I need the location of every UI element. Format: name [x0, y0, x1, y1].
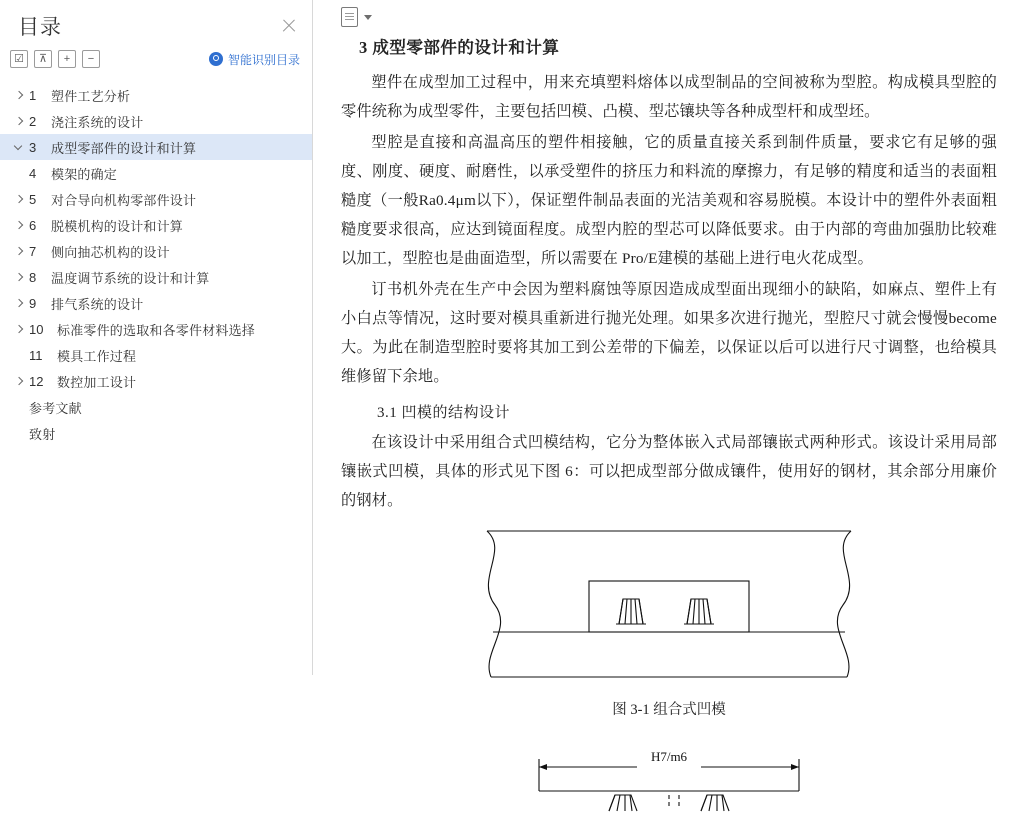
smart-recognize-label: 智能识别目录 — [227, 52, 300, 67]
sidebar-item-5[interactable] — [0, 186, 312, 212]
figure-combined-cavity-drawing — [469, 529, 869, 679]
dimension-label: H7/m6 — [650, 749, 688, 764]
sidebar-item-2[interactable] — [0, 108, 312, 134]
paragraph-3: 订书机外壳在生产中会因为塑料腐蚀等原因造成成型面出现细小的缺陷，如麻点、塑件上有小白点等情况，这时要对模具重新进行抛光处理。如果多次进行抛光，型腔尺寸就会慢慢become大。为此在制造型腔时要将其加工到公差带的下偏差，以保证以后可以进行尺寸调整，也给模具维修留下余地。 — [341, 281, 997, 385]
sidebar-item-1[interactable] — [0, 82, 312, 108]
chevron-right-icon[interactable] — [12, 192, 26, 206]
document-pane — [313, 0, 1023, 764]
sidebar-item-12[interactable] — [0, 368, 312, 394]
outline-number: 2 — [29, 113, 37, 129]
sidebar-toolbar — [0, 44, 312, 74]
outline-label: 温度调节系统的设计和计算 — [51, 270, 210, 286]
section-heading: 3 成型零部件的设计和计算 — [359, 38, 560, 57]
outline-label: 致射 — [29, 426, 56, 442]
outline-number: 8 — [29, 269, 37, 285]
sidebar-item-3[interactable] — [0, 134, 312, 160]
paragraph-1: 塑件在成型加工过程中，用来充填塑料熔体以成型制品的空间被称为型腔。构成模具型腔的零件统称为成型零件，主要包括凹模、凸模、型芯镶块等各种成型杆和成型坯。 — [341, 74, 997, 120]
outline-number: 11 — [29, 347, 43, 363]
outline-label: 参考文献 — [29, 400, 82, 416]
document-toolbar — [313, 0, 1023, 34]
outline-label: 模架的确定 — [51, 166, 118, 182]
chevron-right-icon[interactable] — [12, 88, 26, 102]
outline-number: 1 — [29, 87, 37, 103]
outline-number: 3 — [29, 139, 37, 155]
outline-list — [0, 82, 312, 446]
outline-sidebar — [0, 0, 313, 675]
plus-icon: + — [63, 52, 71, 65]
outline-number: 4 — [29, 165, 37, 181]
minus-icon: − — [87, 52, 95, 65]
chevron-down-icon[interactable] — [364, 15, 372, 20]
outline-number: 9 — [29, 295, 37, 311]
smart-recognize-button[interactable] — [209, 51, 300, 68]
document-body — [313, 34, 1023, 820]
sidebar-header — [0, 0, 312, 44]
collapse-all-icon: ⊼ — [38, 52, 48, 65]
outline-label: 成型零部件的设计和计算 — [51, 140, 197, 156]
chevron-right-icon[interactable] — [12, 374, 26, 388]
outline-number: 7 — [29, 243, 37, 259]
chevron-right-icon[interactable] — [12, 270, 26, 284]
outline-number: 12 — [29, 373, 44, 389]
figure-dimension-sketch — [341, 745, 997, 820]
check-all-button[interactable] — [10, 50, 28, 68]
figure-dimension-drawing — [519, 745, 819, 815]
outline-label: 塑件工艺分析 — [51, 88, 131, 104]
outline-label: 标准零件的选取和各零件材料选择 — [57, 322, 256, 338]
outline-label: 侧向抽芯机构的设计 — [51, 244, 170, 260]
chevron-right-icon[interactable] — [12, 114, 26, 128]
subsection-heading: 3.1 凹模的结构设计 — [377, 405, 511, 421]
close-icon[interactable] — [280, 17, 298, 35]
sidebar-item-references[interactable] — [0, 394, 312, 420]
sidebar-item-6[interactable] — [0, 212, 312, 238]
outline-label: 模具工作过程 — [57, 348, 137, 364]
paragraph-2: 型腔是直接和高温高压的塑件相接触，它的质量直接关系到制件质量，要求它有足够的强度、刚度、硬度、耐磨性，以承受塑件的挤压力和料流的摩擦力，有足够的精度和适当的表面粗糙度（一般Ra0.4μm以下），保证塑件制品表面的光洁美观和容易脱模。本设计中的塑件外表面粗糙度要求很高，应达到镜面程度。成型内腔的型芯可以降低要求。由于内部的弯曲加强肋比较难以加工，型腔也是曲面造型，所以需要在 Pro/E建模的基础上进行电火花成型。 — [341, 134, 997, 267]
outline-label: 浇注系统的设计 — [51, 114, 144, 130]
collapse-all-button[interactable] — [34, 50, 52, 68]
figure-combined-cavity — [341, 529, 997, 719]
outline-label: 脱模机构的设计和计算 — [51, 218, 184, 234]
check-icon: ☑ — [14, 52, 24, 65]
collapse-node-button[interactable] — [82, 50, 100, 68]
sidebar-item-11[interactable] — [0, 342, 312, 368]
paragraph-4: 在该设计中采用组合式凹模结构，它分为整体嵌入式局部镶嵌式两种形式。该设计采用局部镶嵌式凹模，具体的形式见下图 6：可以把成型部分做成镶件，使用好的钢材，其余部分用廉价的钢材。 — [341, 434, 997, 509]
outline-label: 数控加工设计 — [57, 374, 137, 390]
chevron-right-icon[interactable] — [12, 218, 26, 232]
outline-label: 排气系统的设计 — [51, 296, 144, 312]
page-title: 目录 — [18, 16, 62, 39]
sidebar-item-4[interactable] — [0, 160, 312, 186]
chevron-right-icon[interactable] — [12, 244, 26, 258]
outline-label: 对合导向机构零部件设计 — [51, 192, 197, 208]
chevron-right-icon[interactable] — [12, 296, 26, 310]
chevron-right-icon[interactable] — [12, 322, 26, 336]
chevron-down-icon[interactable] — [12, 140, 26, 154]
page-view-icon[interactable] — [341, 7, 358, 27]
outline-number: 6 — [29, 217, 37, 233]
sidebar-item-7[interactable] — [0, 238, 312, 264]
smart-recognize-icon — [209, 52, 223, 66]
sidebar-item-10[interactable] — [0, 316, 312, 342]
sidebar-item-acknowledgement[interactable] — [0, 420, 312, 446]
outline-number: 10 — [29, 321, 44, 337]
sidebar-item-9[interactable] — [0, 290, 312, 316]
outline-number: 5 — [29, 191, 37, 207]
expand-node-button[interactable] — [58, 50, 76, 68]
sidebar-item-8[interactable] — [0, 264, 312, 290]
figure-caption: 图 3-1 组合式凹模 — [612, 702, 726, 718]
